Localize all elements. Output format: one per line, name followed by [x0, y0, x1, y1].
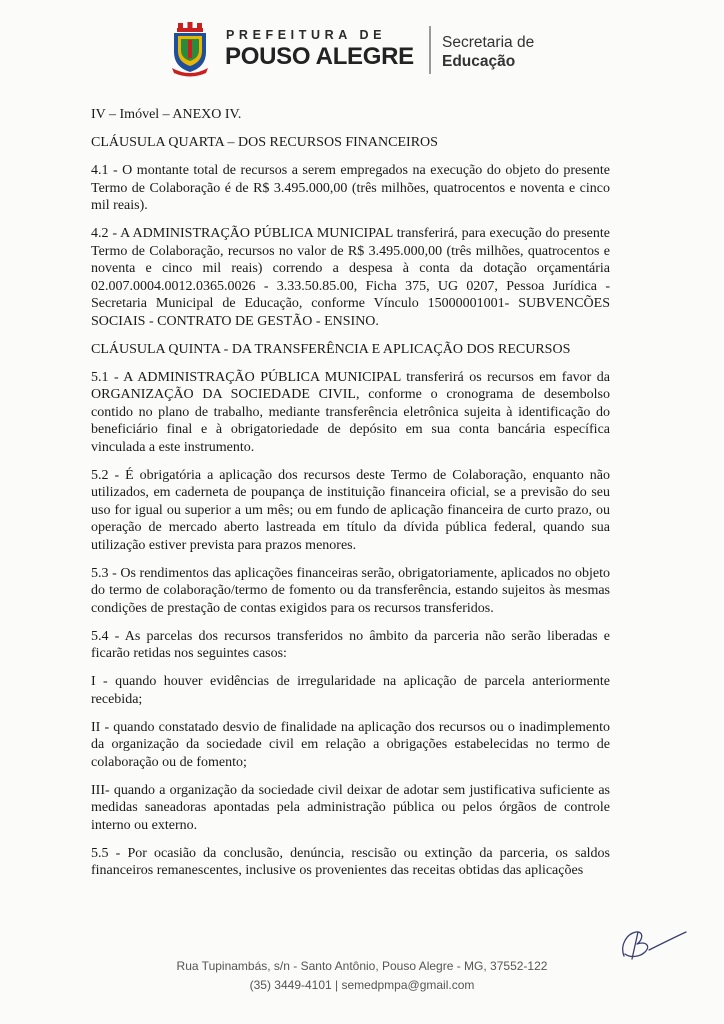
footer-contact: (35) 3449-4101 | semedpmpa@gmail.com — [249, 978, 475, 992]
page-footer — [0, 957, 724, 995]
paragraph-5-5: 5.5 - Por ocasião da conclusão, denúncia, rescisão ou extinção da parceria, os saldos financeiros remanescentes, inclusive os provenientes das receitas obtidas das aplicações — [91, 845, 610, 878]
department-line-2: Educação — [442, 53, 516, 70]
footer-address: Rua Tupinambás, s/n - Santo Antônio, Pouso Alegre - MG, 37552-122 — [176, 959, 548, 973]
clause-5-heading: CLÁUSULA QUINTA - DA TRANSFERÊNCIA E APLICAÇÃO DOS RECURSOS — [91, 341, 571, 357]
anexo-line: IV – Imóvel – ANEXO IV. — [91, 107, 242, 122]
department-name — [442, 33, 534, 71]
item-ii: II - quando constatado desvio de finalidade na aplicação dos recursos ou o inadimplemento da organização da sociedade civil em relação a obrigações estabelecidas no termo de colaboração ou de fomento; — [91, 719, 610, 770]
item-i: I - quando houver evidências de irregularidade na aplicação de parcela anteriormente recebida; — [91, 674, 610, 707]
clause-4-heading: CLÁUSULA QUARTA – DOS RECURSOS FINANCEIROS — [91, 135, 438, 150]
department-line-1: Secretaria de — [442, 34, 535, 51]
paragraph-5-3: 5.3 - Os rendimentos das aplicações financeiras serão, obrigatoriamente, aplicados no objeto do termo de colaboração/termo de fomento ou da transferência, estando sujeitos às mesmas condições de prestação de contas exigidos para os recursos transferidos. — [91, 565, 610, 616]
paragraph-5-1: 5.1 - A ADMINISTRAÇÃO PÚBLICA MUNICIPAL transferirá os recursos em favor da ORGANIZAÇÃO DA SOCIEDADE CIVIL, conforme o cronograma de desembolso contido no plano de trabalho, mediante transferência eletrônica sujeita à identificação do beneficiário final e à obrigatoriedade de depósito em sua conta bancária específica vinculada a este instrumento. — [91, 369, 610, 455]
paragraph-4-1: 4.1 - O montante total de recursos a serem empregados na execução do objeto do presente Termo de Colaboração é de R$ 3.495.000,00 (três milhões, quatrocentos e noventa e cinco mil reais). — [91, 163, 610, 213]
header-divider — [429, 26, 431, 74]
document-body — [91, 106, 610, 880]
paragraph-4-2: 4.2 - A ADMINISTRAÇÃO PÚBLICA MUNICIPAL transferirá, para execução do presente Termo de Colaboração, recursos no valor de R$ 3.495.000,00 (três milhões, quatrocentos e noventa e cinco mil reais) correndo a despesa à conta da dotação orçamentária 02.007.0004.0012.0365.0026 - 3.33.50.85.00, Ficha 375, UG 0207, Pessoa Jurídica - Secretaria Municipal de Educação, conforme Vínculo 15000001001- SUBVENCÕES SOCIAIS - CONTRATO DE GESTÃO - ENSINO. — [91, 226, 610, 329]
paragraph-5-4: 5.4 - As parcelas dos recursos transferidos no âmbito da parceria não serão liberadas e ficarão retidas nos seguintes casos: — [91, 628, 610, 661]
paragraph-5-2: 5.2 - É obrigatória a aplicação dos recursos deste Termo de Colaboração, enquanto não utilizados, em caderneta de poupança de instituição financeira oficial, se a previsão do seu uso for igual ou superior a um mês; ou em fundo de aplicação financeira de curto prazo, ou operação de mercado aberto lastreada em título da dívida pública federal, quando sua utilização estiver prevista para prazos menores. — [91, 467, 610, 553]
coat-of-arms-icon — [170, 22, 210, 78]
letterhead — [0, 14, 724, 84]
item-iii: III- quando a organização da sociedade civil deixar de adotar sem justificativa suficiente as medidas saneadoras apontadas pela administração pública ou pelos órgãos de controle interno ou externo. — [91, 782, 610, 833]
brand-top-text: PREFEITURA DE — [226, 28, 387, 42]
brand-main-text: POUSO ALEGRE — [225, 43, 414, 70]
